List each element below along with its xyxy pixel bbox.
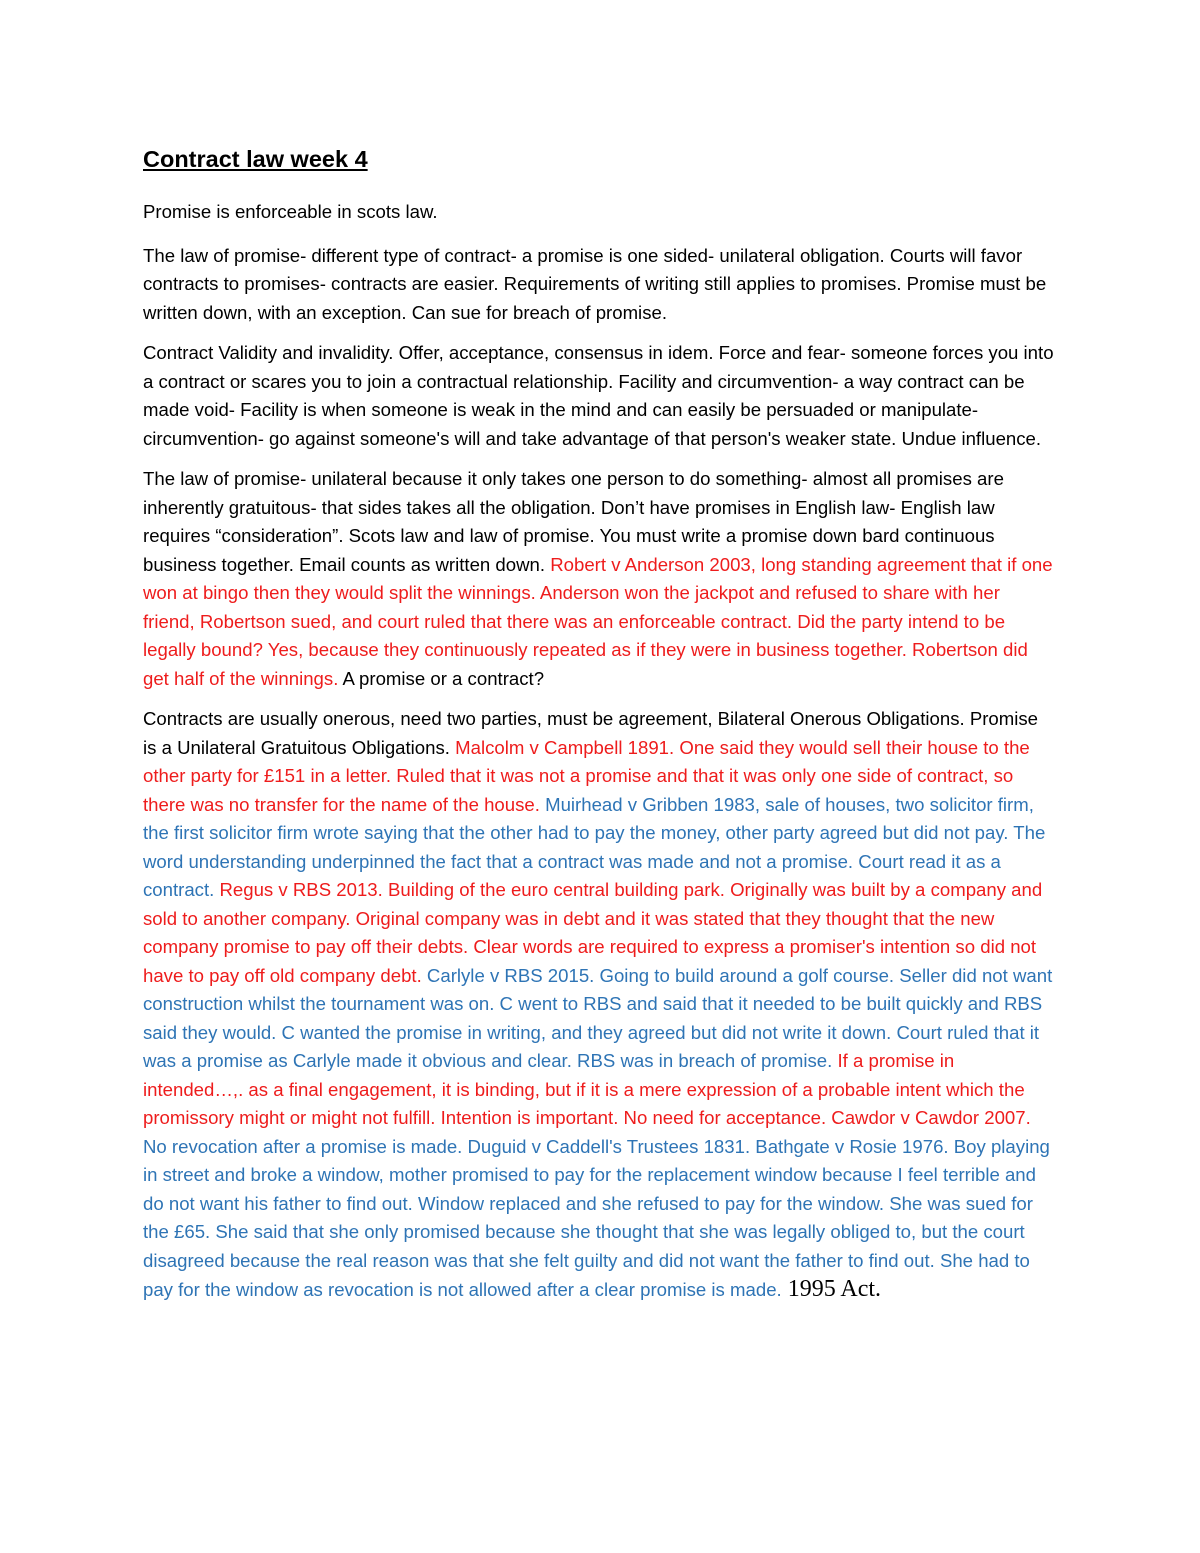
paragraphs-container xyxy=(143,198,1055,1305)
paragraph-p4 xyxy=(143,465,1055,693)
document-title: Contract law week 4 xyxy=(143,146,368,172)
text-run: If a promise in intended…,. as a final engagement, it is binding, but if it is a mere expression of a probable intent which the promissory might or might not fulfill. Intention is important. No need for acceptance. Cawdor v Cawdor 2007. xyxy=(143,1050,1031,1128)
text-run: 1995 Act. xyxy=(781,1276,882,1302)
paragraph-p2 xyxy=(143,242,1055,328)
paragraph-p5 xyxy=(143,705,1055,1305)
paragraph-p1 xyxy=(143,198,1055,227)
text-run: No revocation after a promise is made. Duguid v Caddell's Trustees 1831. Bathgate v Rosie 1976. Boy playing in street and broke a window, mother promised to pay for the replacement window because I feel terrible and do not want his father to find out. Window replaced and she refused to pay for the window. She was sued for the £65. She said that she only promised because she thought that she was legally obliged to, but the court disagreed because the real reason was that she felt guilty and did not want the father to find out. She had to pay for the window as revocation is not allowed after a clear promise is made. xyxy=(143,1135,1050,1300)
text-run: The law of promise- unilateral because it only takes one person to do something- almost all promises are inherently gratuitous- that sides takes all the obligation. Don’t have promises in English law- English law requires “consideration”. Scots law and law of promise. You must write a promise down bard continuous business together. Email counts as written down. xyxy=(143,468,1004,575)
text-run: Carlyle v RBS 2015. Going to build around a golf course. Seller did not want construction whilst the tournament was on. C went to RBS and said that it needed to be built quickly and RBS said they would. C wanted the promise in writing, and they agreed but did not write it down. Court ruled that it was a promise as Carlyle made it obvious and clear. RBS was in breach of promise. xyxy=(143,964,1053,1071)
text-run: Robert v Anderson 2003, long standing agreement that if one won at bingo then they would split the winnings. Anderson won the jackpot and refused to share with her friend, Robertson sued, and court ruled that there was an enforceable contract. Did the party intend to be legally bound? Yes, because they continuously repeated as if they were in business together. Robertson did get half of the winnings. xyxy=(143,553,1053,689)
text-run: Contract Validity and invalidity. Offer, acceptance, consensus in idem. Force and fear- someone forces you into a contract or scares you to join a contractual relationship. Facility and circumvention- a way contract can be made void- Facility is when someone is weak in the mind and can easily be persuaded or manipulate-circumvention- go against someone's will and take advantage of that person's weaker state. Undue influence. xyxy=(143,342,1054,449)
text-run: A promise or a contract? xyxy=(338,667,545,689)
text-run: Regus v RBS 2013. Building of the euro central building park. Originally was built by a company and sold to another company. Original company was in debt and it was stated that they thought that the new company promise to pay off their debts. Clear words are required to express a promiser's intention so did not have to pay off old company debt. xyxy=(143,879,1043,986)
text-run: Malcolm v Campbell 1891. One said they would sell their house to the other party for £151 in a letter. Ruled that it was not a promise and that it was only one side of contract, so there was no transfer for the name of the house. xyxy=(143,736,1030,815)
text-run: Promise is enforceable in scots law. xyxy=(143,201,438,222)
text-run: Contracts are usually onerous, need two parties, must be agreement, Bilateral Onerous Obligations. Promise is a Unilateral Gratuitous Obligations. xyxy=(143,708,1039,758)
paragraph-p3 xyxy=(143,339,1055,453)
text-run: The law of promise- different type of contract- a promise is one sided- unilateral obligation. Courts will favor contracts to promises- contracts are easier. Requirements of writing still applies to promises. Promise must be written down, with an exception. Can sue for breach of promise. xyxy=(143,244,1047,323)
document-body xyxy=(143,138,1055,1317)
text-run: Muirhead v Gribben 1983, sale of houses, two solicitor firm, the first solicitor firm wrote saying that the other had to pay the money, other party agreed but did not pay. The word understanding underpinned the fact that a contract was made and not a promise. Court read it as a contract. xyxy=(143,793,1046,900)
